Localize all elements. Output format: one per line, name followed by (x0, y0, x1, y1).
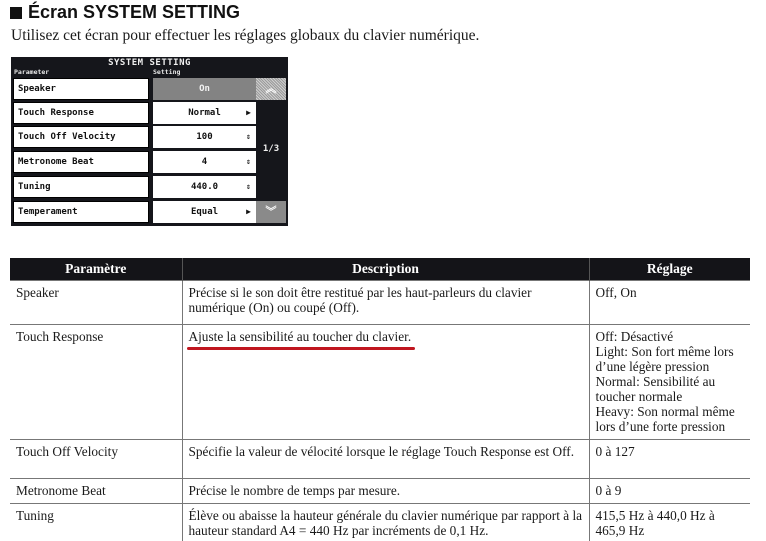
value-text: 440.0 (190, 182, 219, 192)
cell-setting (589, 324, 750, 439)
param-label: Temperament (13, 201, 149, 223)
table-row (10, 280, 750, 324)
cell-parameter: Tuning (10, 503, 182, 541)
up-down-stepper-icon: ⇕ (246, 182, 251, 191)
param-label: Touch Response (13, 102, 149, 124)
highlighted-description (189, 329, 412, 344)
red-highlight-underline (187, 347, 416, 350)
double-chevron-up-icon: ︽ (265, 83, 277, 95)
square-bullet-icon (10, 7, 22, 19)
value-text: Normal (188, 108, 221, 118)
cell-setting: 415,5 Hz à 440,0 Hz à 465,9 Hz (589, 503, 750, 541)
cell-description: Spécifie la valeur de vélocité lorsque le réglage Touch Response est Off. (182, 439, 589, 478)
submenu-arrow-icon: ▶ (246, 108, 251, 117)
cell-setting: Off, On (589, 280, 750, 324)
table-row (10, 478, 750, 503)
page-down-button[interactable] (256, 201, 286, 223)
table-row (10, 503, 750, 541)
column-label-parameter: Parameter (14, 68, 50, 76)
setting-option-heavy: Heavy: Son normal même lors d’une forte pression (595, 403, 735, 434)
param-label: Touch Off Velocity (13, 126, 149, 148)
cell-parameter: Touch Off Velocity (10, 439, 182, 478)
cell-description: Précise si le son doit être restitué par les haut-parleurs du clavier numérique (On) ou coupé (Off). (182, 280, 589, 324)
setting-value[interactable] (153, 151, 256, 173)
cell-description (182, 324, 589, 439)
header-setting: Réglage (589, 258, 750, 280)
screen-title: SYSTEM SETTING (108, 58, 191, 68)
value-text: On (199, 84, 210, 94)
param-label: Speaker (13, 78, 149, 100)
header-description: Description (182, 258, 589, 280)
setting-value[interactable] (153, 201, 256, 223)
section-title: Écran SYSTEM SETTING (28, 2, 241, 22)
setting-value[interactable] (153, 102, 256, 124)
setting-value[interactable] (153, 176, 256, 198)
setting-option-normal: Normal: Sensibilité au toucher normale (595, 373, 716, 404)
cell-setting: 0 à 9 (589, 478, 750, 503)
header-parameter: Paramètre (10, 258, 182, 280)
cell-parameter: Speaker (10, 280, 182, 324)
up-down-stepper-icon: ⇕ (246, 157, 251, 166)
cell-parameter: Touch Response (10, 324, 182, 439)
intro-text: Utilisez cet écran pour effectuer les réglages globaux du clavier numérique. (11, 27, 480, 44)
page-up-button[interactable] (256, 78, 286, 100)
cell-setting: 0 à 127 (589, 439, 750, 478)
up-down-stepper-icon: ⇕ (246, 132, 251, 141)
param-label: Tuning (13, 176, 149, 198)
cell-parameter: Metronome Beat (10, 478, 182, 503)
value-text: 4 (201, 157, 208, 167)
description-text: Ajuste la sensibilité au toucher du clavier. (188, 328, 412, 344)
table-row (10, 324, 750, 439)
setting-value[interactable] (153, 126, 256, 148)
cell-description: Élève ou abaisse la hauteur générale du clavier numérique par rapport à la hauteur standard A4 = 440 Hz par incréments de 0,1 Hz. (182, 503, 589, 541)
double-chevron-down-icon: ︾ (265, 206, 277, 218)
parameter-table (10, 258, 750, 541)
value-text: 100 (196, 132, 213, 142)
system-setting-screen (11, 57, 288, 226)
column-label-setting: Setting (153, 68, 181, 76)
setting-value[interactable] (153, 78, 256, 100)
table-row (10, 439, 750, 478)
section-heading (10, 2, 240, 23)
page-indicator: 1/3 (262, 144, 280, 154)
value-text: Equal (190, 207, 219, 217)
param-label: Metronome Beat (13, 151, 149, 173)
setting-option-off: Off: Désactivé (595, 328, 674, 344)
cell-description: Précise le nombre de temps par mesure. (182, 478, 589, 503)
setting-option-light: Light: Son fort même lors d’une légère pression (595, 343, 734, 374)
table-header-row (10, 258, 750, 280)
submenu-arrow-icon: ▶ (246, 207, 251, 216)
